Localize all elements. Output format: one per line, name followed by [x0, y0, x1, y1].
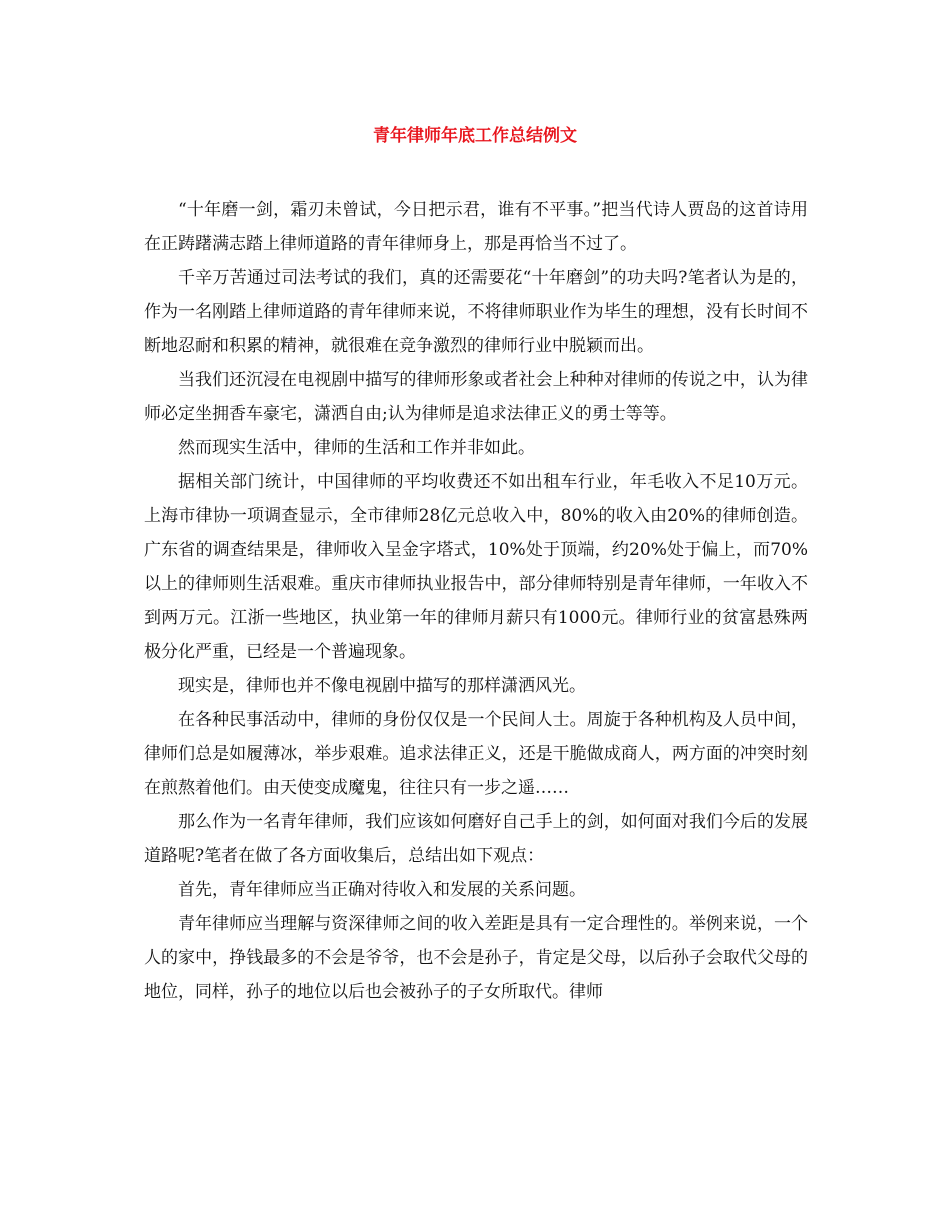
paragraph: 在各种民事活动中，律师的身份仅仅是一个民间人士。周旋于各种机构及人员中间，律师们总是如履薄冰，举步艰难。追求法律正义，还是干脆做成商人，两方面的冲突时刻在煎熬着他们。由天使变成魔鬼，往往只有一步之遥……: [144, 710, 808, 798]
document-title: 青年律师年底工作总结例文: [373, 126, 577, 146]
paragraph: 那么作为一名青年律师，我们应该如何磨好自己手上的剑，如何面对我们今后的发展道路呢?笔者在做了各方面收集后，总结出如下观点：: [144, 812, 808, 866]
paragraph: 首先，青年律师应当正确对待收入和发展的关系问题。: [178, 880, 586, 900]
paragraph: 然而现实生活中，律师的生活和工作并非如此。: [178, 438, 535, 458]
paragraph: 据相关部门统计，中国律师的平均收费还不如出租车行业，年毛收入不足10万元。上海市律协一项调查显示，全市律师28亿元总收入中，80%的收入由20%的律师创造。广东省的调查结果是，律师收入呈金字塔式，10%处于顶端，约20%处于偏上，而70%以上的律师则生活艰难。重庆市律师执业报告中，部分律师特别是青年律师，一年收入不到两万元。江浙一些地区，执业第一年的律师月薪只有1000元。律师行业的贫富悬殊两极分化严重，已经是一个普遍现象。: [144, 472, 808, 662]
paragraph: 千辛万苦通过司法考试的我们，真的还需要花“十年磨剑”的功夫吗?笔者认为是的，作为一名刚踏上律师道路的青年律师来说，不将律师职业作为毕生的理想，没有长时间不断地忍耐和积累的精神，就很难在竞争激烈的律师行业中脱颖而出。: [144, 268, 808, 356]
paragraph: “十年磨一剑，霜刃未曾试，今日把示君，谁有不平事。”把当代诗人贾岛的这首诗用在正踌躇满志踏上律师道路的青年律师身上，那是再恰当不过了。: [144, 200, 808, 254]
document-body: [144, 193, 808, 1009]
paragraph: 现实是，律师也并不像电视剧中描写的那样潇洒风光。: [178, 676, 586, 696]
paragraph: 青年律师应当理解与资深律师之间的收入差距是具有一定合理性的。举例来说，一个人的家中，挣钱最多的不会是爷爷，也不会是孙子，肯定是父母，以后孙子会取代父母的地位，同样，孙子的地位以后也会被孙子的子女所取代。律师: [144, 914, 808, 1002]
paragraph: 当我们还沉浸在电视剧中描写的律师形象或者社会上种种对律师的传说之中，认为律师必定坐拥香车豪宅，潇洒自由;认为律师是追求法律正义的勇士等等。: [144, 370, 808, 424]
